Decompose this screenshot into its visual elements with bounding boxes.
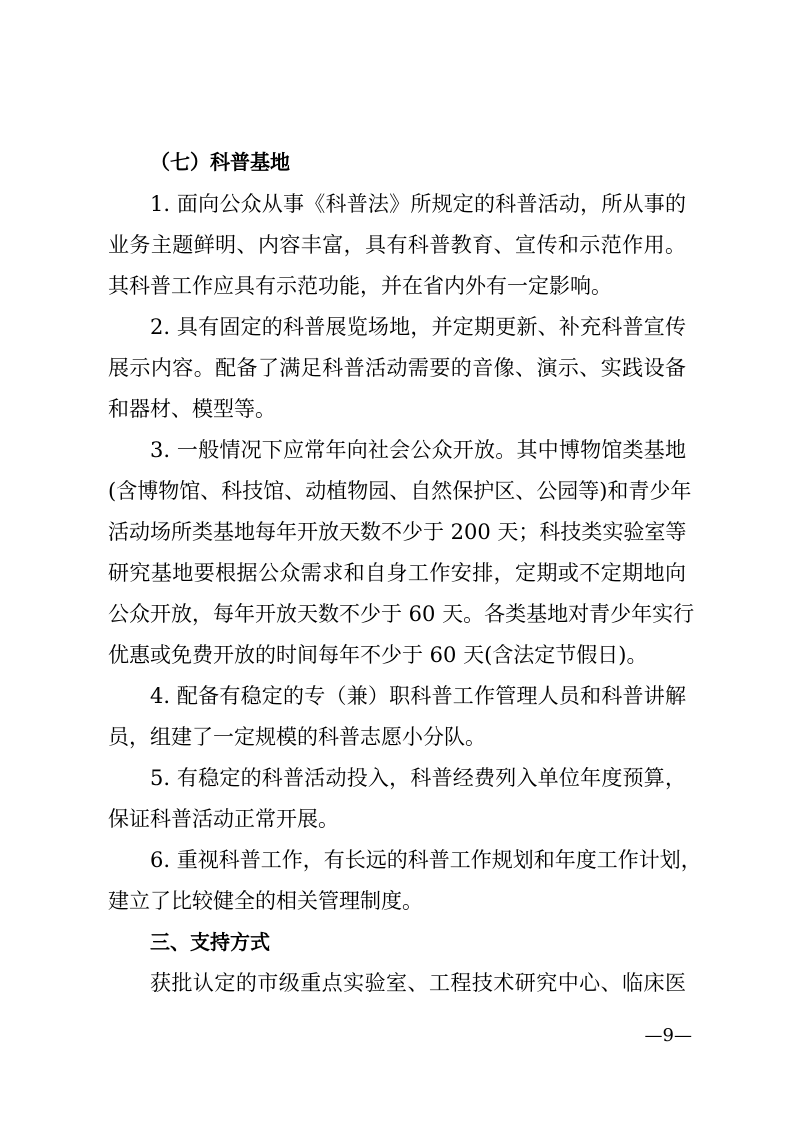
paragraph-line: 研究基地要根据公众需求和自身工作安排，定期或不定期地向 xyxy=(108,561,686,585)
paragraph-line: 6. 重视科普工作，有长远的科普工作规划和年度工作计划， xyxy=(150,848,702,872)
paragraph-line: (含博物馆、科技馆、动植物园、自然保护区、公园等)和青少年 xyxy=(108,479,692,503)
paragraph-line: 优惠或免费开放的时间每年不少于 60 天(含法定节假日)。 xyxy=(108,643,648,667)
paragraph-line: 获批认定的市级重点实验室、工程技术研究中心、临床医 xyxy=(150,971,686,995)
paragraph-line: 3. 一般情况下应常年向社会公众开放。其中博物馆类基地 xyxy=(150,438,686,462)
paragraph-line: 保证科普活动正常开展。 xyxy=(108,807,339,831)
paragraph-line: 5. 有稳定的科普活动投入，科普经费列入单位年度预算， xyxy=(150,766,686,790)
paragraph-line: 公众开放，每年开放天数不少于 60 天。各类基地对青少年实行 xyxy=(108,602,695,626)
section-heading-science-base: （七）科普基地 xyxy=(150,150,290,174)
paragraph-line: 其科普工作应具有示范功能，并在省内外有一定影响。 xyxy=(108,274,612,298)
paragraph-line: 4. 配备有稳定的专（兼）职科普工作管理人员和科普讲解 xyxy=(150,684,686,708)
paragraph-line: 活动场所类基地每年开放天数不少于 200 天；科技类实验室等 xyxy=(108,520,687,544)
paragraph-line: 和器材、模型等。 xyxy=(108,397,276,421)
paragraph-line: 2. 具有固定的科普展览场地，并定期更新、补充科普宣传 xyxy=(150,315,686,339)
page-number: —9— xyxy=(644,1025,692,1046)
paragraph-line: 员，组建了一定规模的科普志愿小分队。 xyxy=(108,725,486,749)
paragraph-line: 展示内容。配备了满足科普活动需要的音像、演示、实践设备 xyxy=(108,356,686,380)
section-heading-support-methods: 三、支持方式 xyxy=(150,930,270,954)
paragraph-line: 业务主题鲜明、内容丰富，具有科普教育、宣传和示范作用。 xyxy=(108,233,686,257)
paragraph-line: 1. 面向公众从事《科普法》所规定的科普活动，所从事的 xyxy=(150,192,686,216)
paragraph-line: 建立了比较健全的相关管理制度。 xyxy=(108,889,423,913)
